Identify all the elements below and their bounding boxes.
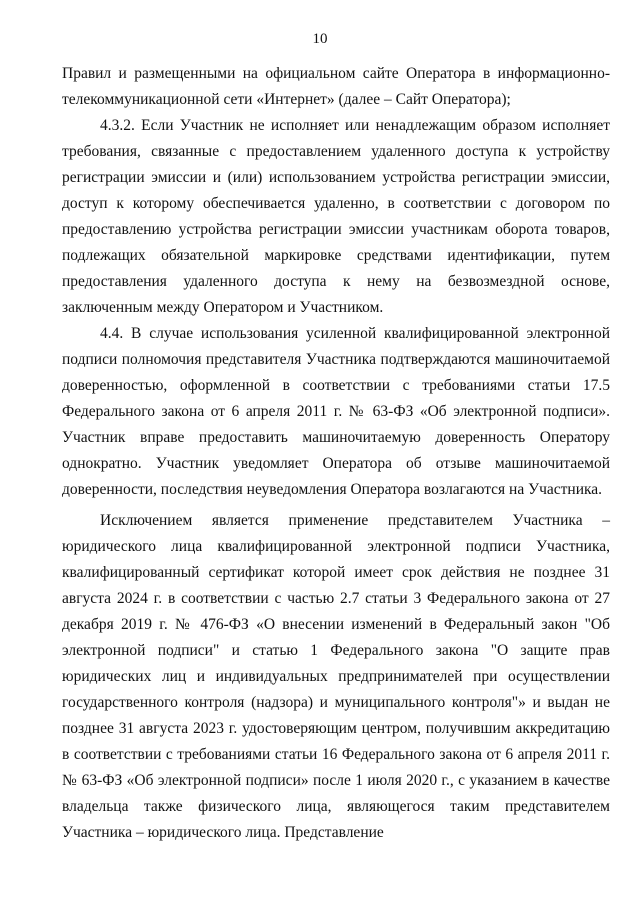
page-number: 10 xyxy=(312,31,328,47)
paragraph-continuation: Правил и размещенными на официальном сайте Оператора в информационно-телекоммуникационной сети «Интернет» (далее – Сайт Оператора); xyxy=(62,65,610,108)
paragraph-4-3-2: 4.3.2. Если Участник не исполняет или ненадлежащим образом исполняет требования, связанные с предоставлением удаленного доступа к устройству регистрации эмиссии и (или) использованием устройства регистрации эмиссии, доступ к которому обеспечивается удаленно, в соответствии с договором по предоставлению устройства регистрации эмиссии участникам оборота товаров, подлежащих обязательной маркировке средствами идентификации, путем предоставления удаленного доступа к нему на безвозмездной основе, заключенным между Оператором и Участником. xyxy=(62,117,610,316)
paragraph-exception: Исключением является применение представителем Участника – юридического лица квалифицированной электронной подписи Участника, квалифицированный сертификат которой имеет срок действия не позднее 31 августа 2024 г. в соответствии с частью 2.7 статьи 3 Федерального закона от 27 декабря 2019 г. № 476-ФЗ «О внесении изменений в Федеральный закон "Об электронной подписи" и статью 1 Федерального закона "О защите прав юридических лиц и индивидуальных предпринимателей при осуществлении государственного контроля (надзора) и муниципального контроля"» и выдан не позднее 31 августа 2023 г. удостоверяющим центром, получившим аккредитацию в соответствии с требованиями статьи 16 Федерального закона от 6 апреля 2011 г. № 63-ФЗ «Об электронной подписи» после 1 июля 2020 г., с указанием в качестве владельца также физического лица, являющегося таким представителем Участника – юридического лица. Представление xyxy=(62,512,610,841)
paragraph-4-4: 4.4. В случае использования усиленной квалифицированной электронной подписи полномочия представителя Участника подтверждаются машиночитаемой доверенностью, оформленной в соответствии с требованиями статьи 17.5 Федерального закона от 6 апреля 2011 г. № 63-ФЗ «Об электронной подписи». Участник вправе предоставить машиночитаемую доверенность Оператору однократно. Участник уведомляет Оператора об отзыве машиночитаемой доверенности, последствия неуведомления Оператора возлагаются на Участника. xyxy=(62,325,610,498)
document-body xyxy=(62,61,610,846)
